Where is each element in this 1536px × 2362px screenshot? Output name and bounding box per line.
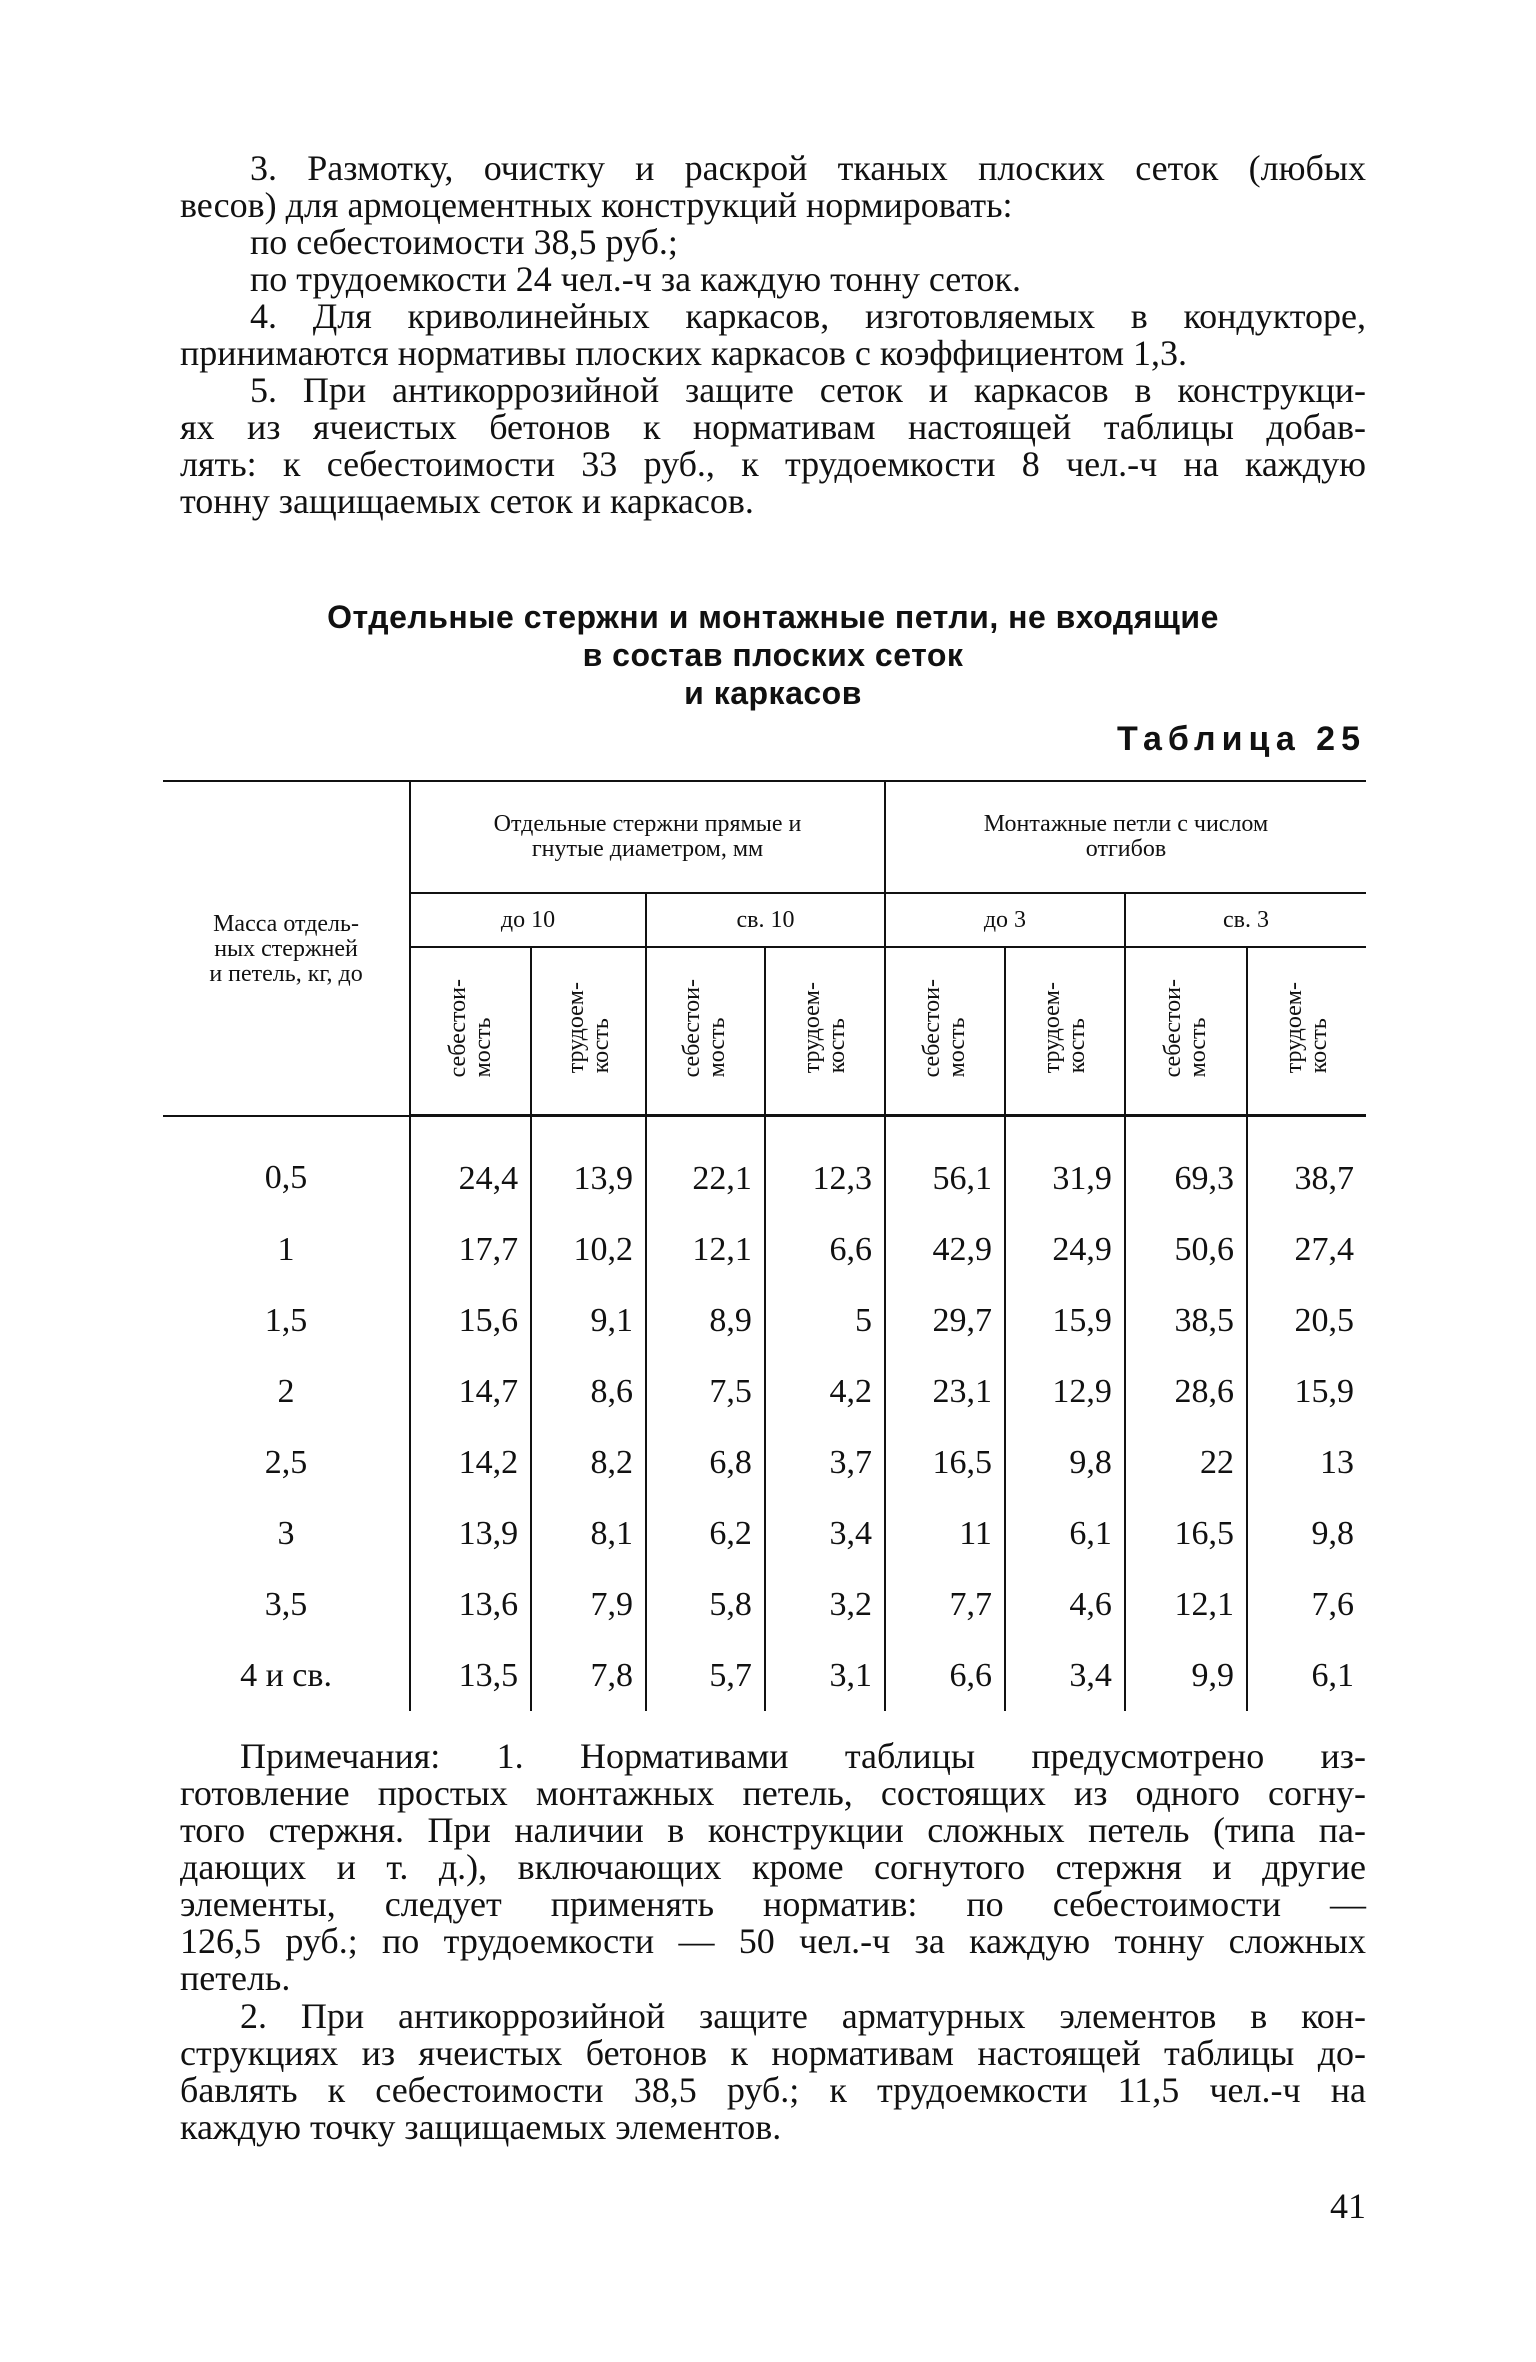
value-cell: 13,9 bbox=[531, 1116, 646, 1215]
column-header bbox=[885, 947, 1005, 1116]
value-cell: 28,6 bbox=[1125, 1356, 1247, 1427]
value-cell: 7,7 bbox=[885, 1569, 1005, 1640]
value-cell: 9,9 bbox=[1125, 1640, 1247, 1711]
mass-cell: 0,5 bbox=[264, 1159, 308, 1197]
group-header-text: Отдельные стержни прямые и гнутые диаметром, мм bbox=[493, 811, 802, 862]
column-header-text: себестои- мость bbox=[444, 978, 496, 1078]
value-cell: 38,5 bbox=[1125, 1285, 1247, 1356]
value-cell: 6,1 bbox=[1247, 1640, 1366, 1711]
value-cell: 12,9 bbox=[1005, 1356, 1125, 1427]
column-header-text: трудоем- кость bbox=[562, 982, 614, 1074]
column-header-text: себестои- мость bbox=[1159, 978, 1211, 1078]
text-line: принимаются нормативы плоских каркасов с коэффициентом 1,3. bbox=[180, 333, 1188, 373]
value-cell: 3,4 bbox=[765, 1498, 885, 1569]
column-header-text: себестои- мость bbox=[679, 978, 731, 1078]
table-row bbox=[163, 1214, 1366, 1285]
column-header-text: себестои- мость bbox=[918, 978, 970, 1078]
value-cell: 12,1 bbox=[646, 1214, 765, 1285]
value-cell: 9,1 bbox=[531, 1285, 646, 1356]
value-cell: 6,2 bbox=[646, 1498, 765, 1569]
column-header bbox=[765, 947, 885, 1116]
sub-header: св. 3 bbox=[1125, 893, 1366, 947]
group-header-loops bbox=[885, 781, 1366, 893]
text-line: 5. При антикоррозийной защите сеток и каркасов в конструкци- bbox=[250, 370, 1366, 410]
text-line: элементы, следует применять норматив: по себестоимости — bbox=[180, 1884, 1366, 1924]
value-cell: 3,4 bbox=[1005, 1640, 1125, 1711]
table-row bbox=[163, 1640, 1366, 1711]
intro-paragraph-5 bbox=[180, 372, 1366, 520]
notes-2 bbox=[180, 1998, 1366, 2146]
value-cell: 24,4 bbox=[410, 1116, 531, 1215]
table-title-line: в состав плоских сеток bbox=[582, 637, 964, 673]
value-cell: 9,8 bbox=[1247, 1498, 1366, 1569]
sub-header: св. 10 bbox=[646, 893, 885, 947]
text-line: готовление простых монтажных петель, состоящих из одного согну- bbox=[180, 1773, 1366, 1813]
column-header bbox=[1125, 947, 1247, 1116]
text-line: 2. При антикоррозийной защите арматурных элементов в кон- bbox=[240, 1996, 1366, 2036]
value-cell: 6,6 bbox=[765, 1214, 885, 1285]
value-cell: 3,1 bbox=[765, 1640, 885, 1711]
value-cell: 6,6 bbox=[885, 1640, 1005, 1711]
value-cell: 9,8 bbox=[1005, 1427, 1125, 1498]
value-cell: 8,1 bbox=[531, 1498, 646, 1569]
row-header bbox=[163, 781, 410, 1116]
table-body bbox=[163, 1116, 1366, 1712]
text-line: по трудоемкости 24 чел.-ч за каждую тонну сеток. bbox=[250, 259, 1022, 299]
mass-cell: 2,5 bbox=[264, 1443, 308, 1481]
value-cell: 13,6 bbox=[410, 1569, 531, 1640]
value-cell: 20,5 bbox=[1247, 1285, 1366, 1356]
text-line: каждую точку защищаемых элементов. bbox=[180, 2107, 782, 2147]
value-cell: 13 bbox=[1247, 1427, 1366, 1498]
table-row bbox=[163, 1498, 1366, 1569]
value-cell: 50,6 bbox=[1125, 1214, 1247, 1285]
value-cell: 7,8 bbox=[531, 1640, 646, 1711]
value-cell: 17,7 bbox=[410, 1214, 531, 1285]
value-cell: 7,6 bbox=[1247, 1569, 1366, 1640]
value-cell: 31,9 bbox=[1005, 1116, 1125, 1215]
table-title bbox=[180, 598, 1366, 712]
value-cell: 29,7 bbox=[885, 1285, 1005, 1356]
mass-cell: 1,5 bbox=[264, 1301, 308, 1339]
table-label: Таблица 25 bbox=[1117, 720, 1366, 758]
column-header-text: трудоем- кость bbox=[1038, 982, 1090, 1074]
value-cell: 15,6 bbox=[410, 1285, 531, 1356]
value-cell: 6,1 bbox=[1005, 1498, 1125, 1569]
value-cell: 14,7 bbox=[410, 1356, 531, 1427]
norms-table bbox=[163, 780, 1366, 1711]
text-line: струкциях из ячеистых бетонов к нормативам настоящей таблицы до- bbox=[180, 2033, 1366, 2073]
text-line: Примечания: 1. Нормативами таблицы предусмотрено из- bbox=[240, 1736, 1366, 1776]
value-cell: 3,7 bbox=[765, 1427, 885, 1498]
value-cell: 38,7 bbox=[1247, 1116, 1366, 1215]
value-cell: 4,6 bbox=[1005, 1569, 1125, 1640]
mass-cell: 2 bbox=[277, 1372, 295, 1410]
text-line: 3. Размотку, очистку и раскрой тканых плоских сеток (любых bbox=[250, 148, 1366, 188]
value-cell: 5,8 bbox=[646, 1569, 765, 1640]
value-cell: 5 bbox=[765, 1285, 885, 1356]
text-line: петель. bbox=[180, 1958, 291, 1998]
value-cell: 11 bbox=[885, 1498, 1005, 1569]
table-title-line: и каркасов bbox=[684, 675, 862, 711]
text-line: дающих и т. д.), включающих кроме согнутого стержня и другие bbox=[180, 1847, 1366, 1887]
table-row bbox=[163, 1427, 1366, 1498]
column-header bbox=[1005, 947, 1125, 1116]
value-cell: 14,2 bbox=[410, 1427, 531, 1498]
page-number: 41 bbox=[1330, 2186, 1366, 2226]
column-header-text: трудоем- кость bbox=[1280, 982, 1332, 1074]
mass-cell: 1 bbox=[277, 1230, 295, 1268]
text-line: тонну защищаемых сеток и каркасов. bbox=[180, 481, 754, 521]
mass-cell: 3 bbox=[277, 1514, 295, 1552]
text-line: того стержня. При наличии в конструкции сложных петель (типа па- bbox=[180, 1810, 1366, 1850]
value-cell: 69,3 bbox=[1125, 1116, 1247, 1215]
mass-cell: 4 и св. bbox=[240, 1656, 332, 1694]
value-cell: 7,5 bbox=[646, 1356, 765, 1427]
text-line: ях из ячеистых бетонов к нормативам настоящей таблицы добав- bbox=[180, 407, 1366, 447]
group-header-rods bbox=[410, 781, 885, 893]
intro-paragraph-4 bbox=[180, 298, 1366, 372]
value-cell: 8,6 bbox=[531, 1356, 646, 1427]
value-cell: 15,9 bbox=[1247, 1356, 1366, 1427]
text-line: 4. Для криволинейных каркасов, изготовляемых в кондукторе, bbox=[250, 296, 1366, 336]
value-cell: 22,1 bbox=[646, 1116, 765, 1215]
value-cell: 10,2 bbox=[531, 1214, 646, 1285]
value-cell: 8,2 bbox=[531, 1427, 646, 1498]
table-row bbox=[163, 1356, 1366, 1427]
group-header-text: Монтажные петли с числом отгибов bbox=[983, 811, 1269, 862]
table-title-line: Отдельные стержни и монтажные петли, не входящие bbox=[327, 599, 1219, 635]
notes-1 bbox=[180, 1738, 1366, 1997]
sub-header: до 3 bbox=[885, 893, 1125, 947]
value-cell: 3,2 bbox=[765, 1569, 885, 1640]
row-header-text: Масса отдель- ных стержней и петель, кг, до bbox=[209, 911, 363, 987]
value-cell: 5,7 bbox=[646, 1640, 765, 1711]
column-header bbox=[1247, 947, 1366, 1116]
value-cell: 16,5 bbox=[1125, 1498, 1247, 1569]
value-cell: 13,9 bbox=[410, 1498, 531, 1569]
value-cell: 27,4 bbox=[1247, 1214, 1366, 1285]
column-header bbox=[410, 947, 531, 1116]
intro-paragraph-3 bbox=[180, 150, 1366, 298]
text-line: 126,5 руб.; по трудоемкости — 50 чел.-ч за каждую тонну сложных bbox=[180, 1921, 1366, 1961]
value-cell: 12,1 bbox=[1125, 1569, 1247, 1640]
column-header bbox=[531, 947, 646, 1116]
text-line: по себестоимости 38,5 руб.; bbox=[250, 222, 678, 262]
text-line: бавлять к себестоимости 38,5 руб.; к трудоемкости 11,5 чел.-ч на bbox=[180, 2070, 1366, 2110]
value-cell: 22 bbox=[1125, 1427, 1247, 1498]
value-cell: 15,9 bbox=[1005, 1285, 1125, 1356]
sub-header: до 10 bbox=[410, 893, 646, 947]
table-row bbox=[163, 1285, 1366, 1356]
value-cell: 23,1 bbox=[885, 1356, 1005, 1427]
value-cell: 8,9 bbox=[646, 1285, 765, 1356]
value-cell: 16,5 bbox=[885, 1427, 1005, 1498]
text-line: лять: к себестоимости 33 руб., к трудоемкости 8 чел.-ч на каждую bbox=[180, 444, 1366, 484]
value-cell: 12,3 bbox=[765, 1116, 885, 1215]
column-header bbox=[646, 947, 765, 1116]
value-cell: 4,2 bbox=[765, 1356, 885, 1427]
value-cell: 13,5 bbox=[410, 1640, 531, 1711]
value-cell: 56,1 bbox=[885, 1116, 1005, 1215]
text-line: весов) для армоцементных конструкций нормировать: bbox=[180, 185, 1013, 225]
value-cell: 7,9 bbox=[531, 1569, 646, 1640]
value-cell: 24,9 bbox=[1005, 1214, 1125, 1285]
table-row bbox=[163, 1569, 1366, 1640]
value-cell: 42,9 bbox=[885, 1214, 1005, 1285]
column-header-text: трудоем- кость bbox=[798, 982, 850, 1074]
mass-cell: 3,5 bbox=[264, 1585, 308, 1623]
table-row bbox=[163, 1116, 1366, 1215]
value-cell: 6,8 bbox=[646, 1427, 765, 1498]
